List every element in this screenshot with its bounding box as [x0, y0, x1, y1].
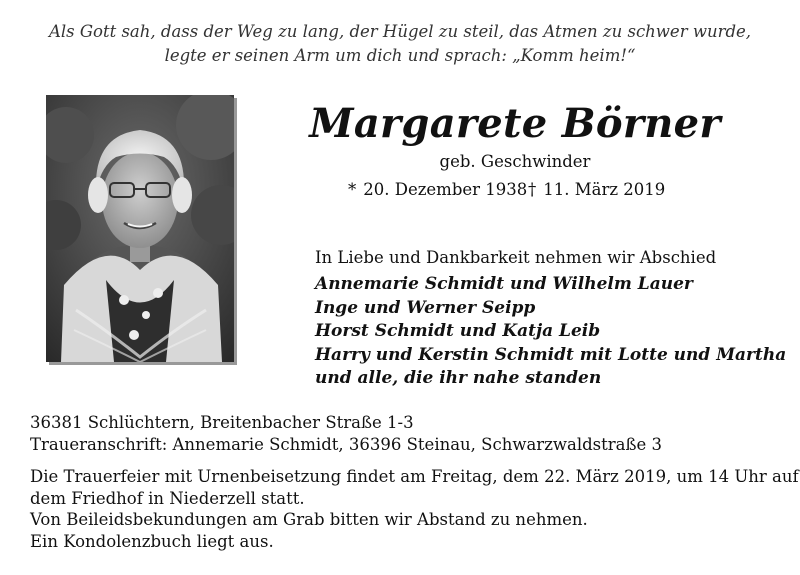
residence-address: 36381 Schlüchtern, Breitenbacher Straße 1-3 — [30, 413, 414, 432]
mourner-line: Horst Schmidt und Katja Leib — [315, 321, 601, 341]
birth-date: 20. Dezember 1938 — [363, 180, 528, 199]
mourner-line: Annemarie Schmidt und Wilhelm Lauer — [315, 274, 693, 294]
address-block — [30, 412, 662, 455]
mourner-line: Harry und Kerstin Schmidt mit Lotte und Martha — [315, 344, 787, 365]
mourning-address: Traueranschrift: Annemarie Schmidt, 36396 Steinau, Schwarzwaldstraße 3 — [30, 434, 663, 454]
birth-star-icon: * — [348, 180, 357, 199]
mourner-line: und alle, die ihr nahe standen — [315, 368, 602, 388]
mourners-list — [315, 273, 786, 391]
birth-info — [348, 180, 527, 199]
portrait-illustration — [46, 95, 234, 362]
portrait-photo-frame — [46, 95, 234, 362]
deceased-name: Margarete Börner — [309, 100, 721, 147]
death-info — [528, 180, 665, 199]
funeral-line-2: dem Friedhof in Niederzell statt. — [30, 488, 305, 508]
death-date: 11. März 2019 — [543, 180, 666, 199]
farewell-text: In Liebe und Dankbarkeit nehmen wir Abschied — [315, 248, 717, 267]
portrait-photo — [46, 95, 234, 362]
poem-line-2: legte er seinen Arm um dich und sprach: „Komm heim!“ — [164, 46, 636, 65]
mourner-line: Inge und Werner Seipp — [315, 297, 536, 318]
maiden-name: geb. Geschwinder — [439, 152, 591, 171]
poem-line-1: Als Gott sah, dass der Weg zu lang, der Hügel zu steil, das Atmen zu schwer wurde, — [48, 22, 752, 41]
funeral-line-4: Ein Kondolenzbuch liegt aus. — [30, 531, 274, 551]
funeral-info — [30, 466, 799, 552]
death-cross-icon: † — [528, 180, 537, 199]
funeral-line-1: Die Trauerfeier mit Urnenbeisetzung findet am Freitag, dem 22. März 2019, um 14 Uhr auf — [30, 467, 799, 486]
funeral-line-3: Von Beileidsbekundungen am Grab bitten wir Abstand zu nehmen. — [30, 510, 588, 529]
memorial-poem — [0, 20, 800, 68]
